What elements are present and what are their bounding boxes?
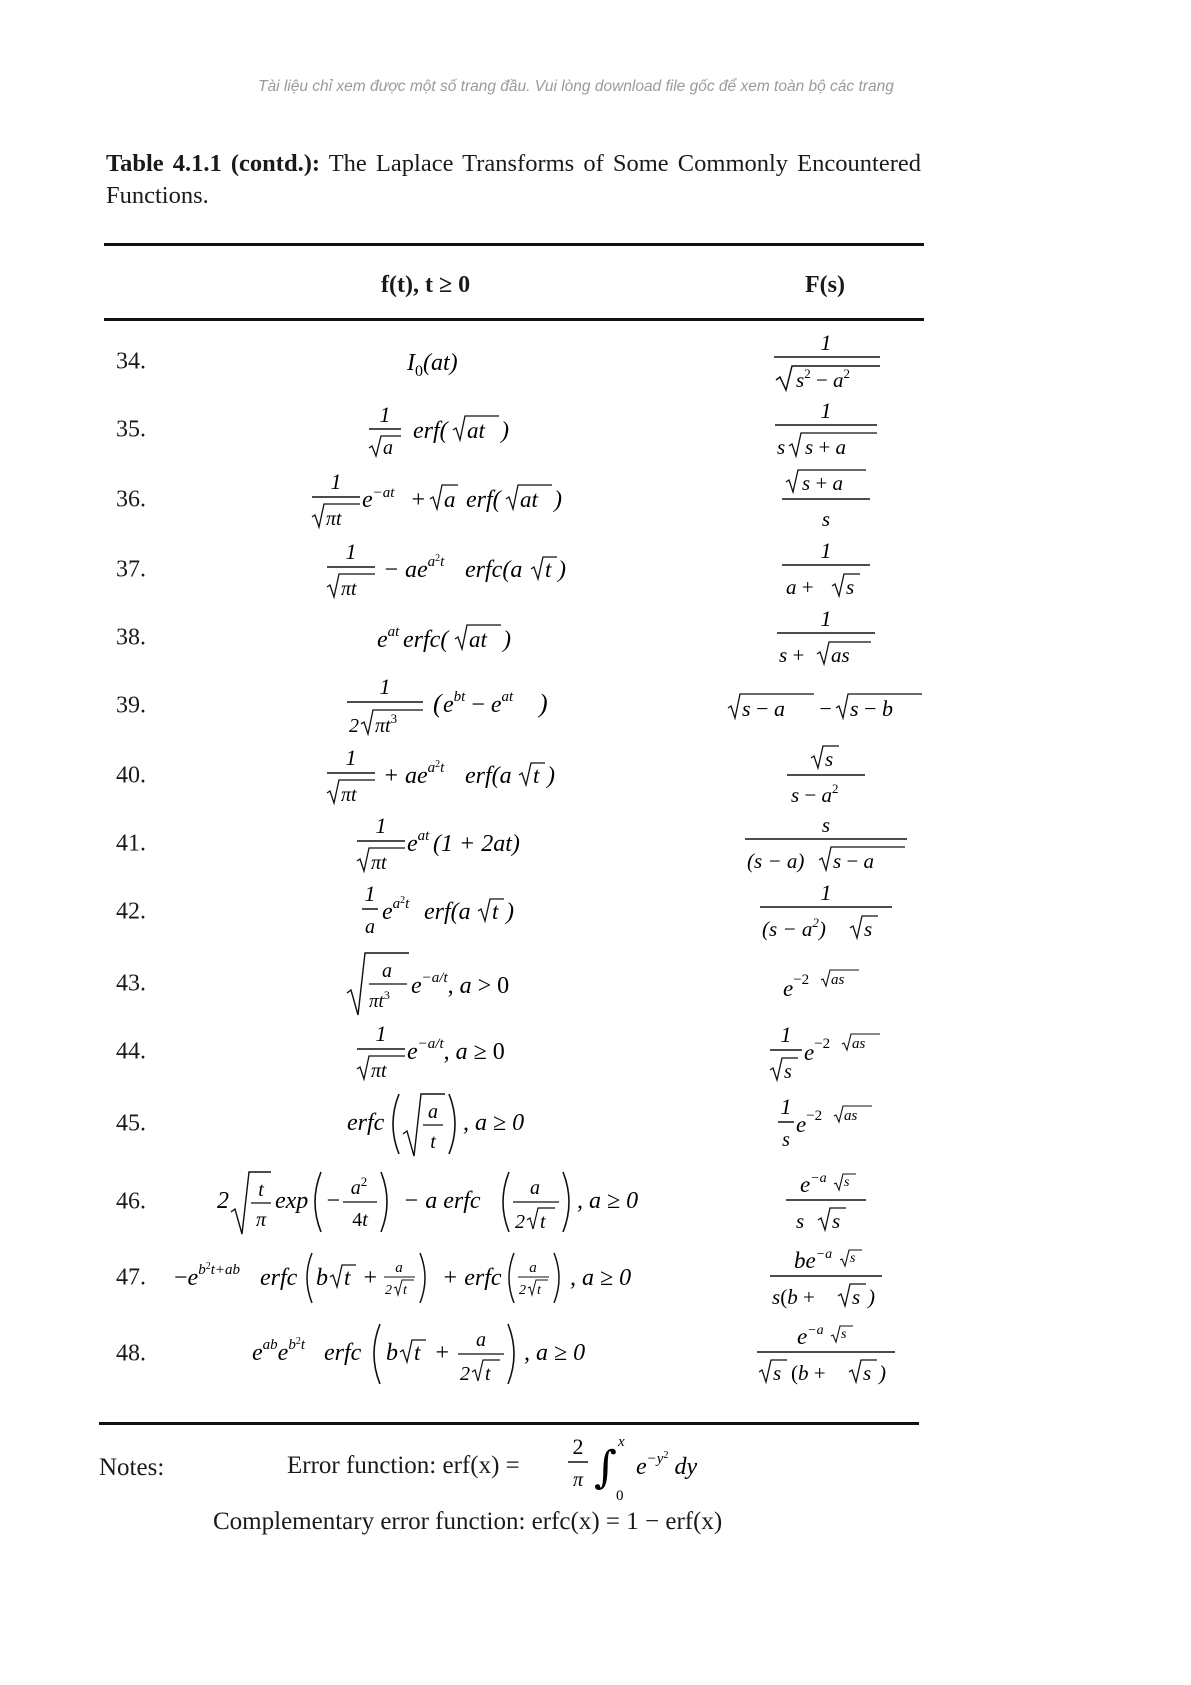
fs-formula — [781, 962, 871, 1006]
table-row — [0, 1244, 1191, 1312]
svg-text:πt3: $\pi t^3$ — [369, 988, 390, 1012]
error-function-label: Error function: — [287, 1452, 437, 1479]
row-number: 42. — [116, 898, 146, 925]
svg-text:be−a: $be^{-a}$ — [794, 1247, 833, 1273]
table-row — [0, 950, 1191, 1018]
row-number: 38. — [116, 624, 146, 651]
svg-text:1: 1 — [820, 398, 832, 423]
svg-text:t: t — [258, 1179, 264, 1201]
svg-text:t: t — [533, 763, 540, 788]
svg-text:s: s — [782, 1129, 790, 1151]
svg-text:): ) — [879, 1361, 886, 1385]
svg-text:s − a: s − a — [833, 849, 875, 873]
row-number: 40. — [116, 762, 146, 789]
svg-text:1: 1 — [330, 469, 342, 494]
comp-function-label: Complementary error function: — [213, 1508, 526, 1535]
table-row — [0, 672, 1191, 740]
table-row — [0, 604, 1191, 672]
ft-formula — [172, 1245, 702, 1311]
svg-text:e−a/t, a > 0: $e^{-a/t}$, a > 0 — [411, 970, 510, 999]
svg-text:+: + — [434, 1340, 451, 1366]
row-number: 45. — [116, 1110, 146, 1137]
svg-text:b: b — [386, 1340, 398, 1366]
svg-text:aea2t: $ae^{a2}_t$ — [405, 553, 445, 583]
svg-text:− a erfc: − a erfc — [403, 1188, 481, 1214]
svg-text:1: 1 — [375, 813, 387, 838]
svg-text:s: s — [832, 1209, 841, 1233]
svg-text:2: 2 — [460, 1363, 470, 1385]
svg-text:+: + — [410, 487, 427, 513]
row-number: 35. — [116, 416, 146, 443]
svg-text:erf(a: erf(a — [424, 899, 471, 925]
svg-text:πt: πt — [371, 1060, 387, 1082]
svg-text:eabeb2t: $e^{ab}e^{b2}_t$ — [252, 1336, 305, 1366]
svg-text:as: as — [844, 1108, 858, 1124]
row-number: 39. — [116, 692, 146, 719]
table-row — [0, 466, 1191, 534]
ft-formula — [405, 342, 495, 382]
ft-formula — [345, 672, 555, 740]
svg-text:+ erfc: + erfc — [442, 1265, 502, 1291]
svg-text:s: s — [841, 1327, 847, 1342]
svg-text:−: − — [325, 1188, 342, 1214]
svg-text:−eb2t+ab: $-e^{b2}_{t+ab}$ — [174, 1261, 240, 1291]
svg-text:, a ≥ 0: , a ≥ 0 — [570, 1265, 632, 1291]
fs-formula — [776, 538, 876, 602]
svg-text:s − a: s − a — [742, 696, 785, 721]
svg-text:1: 1 — [379, 402, 391, 427]
svg-text:): ) — [539, 689, 548, 718]
svg-text:erfc(a: erfc(a — [465, 557, 523, 583]
notes-label: Notes: — [99, 1454, 165, 1481]
svg-text:x: x — [618, 1434, 625, 1450]
fs-formula — [771, 398, 881, 462]
error-function-integral — [560, 1424, 740, 1504]
ft-formula — [215, 1166, 685, 1238]
svg-text:ea2t: $e^{a2}_t$ — [382, 895, 410, 925]
svg-text:s(b +: s(b + — [772, 1285, 815, 1309]
error-function-lhs: erf(x) = — [442, 1452, 520, 1479]
ft-formula — [360, 879, 540, 945]
svg-text:b: b — [316, 1265, 328, 1291]
header-ft: f(t), t ≥ 0 — [381, 272, 471, 298]
svg-text:1: 1 — [375, 1021, 387, 1046]
caption-label: Table 4.1.1 (contd.): — [106, 150, 321, 177]
fs-formula — [771, 606, 881, 670]
svg-text:s: s — [821, 813, 831, 837]
table-row — [0, 1168, 1191, 1236]
ft-formula — [325, 537, 575, 603]
svg-text:s: s — [773, 1361, 782, 1385]
svg-text:πt: πt — [341, 784, 357, 806]
svg-text:s: s — [796, 1209, 805, 1233]
svg-text:1: 1 — [820, 330, 832, 355]
svg-text:e−y2 dy: $e^{-y2}$ dy — [636, 1450, 698, 1480]
svg-text:t: t — [414, 1340, 421, 1365]
ft-formula — [365, 398, 535, 462]
svg-text:ebt − eat: $e^{bt} - e^{at}$ — [443, 689, 514, 718]
svg-text:, a ≥ 0: , a ≥ 0 — [577, 1188, 639, 1214]
svg-text:): ) — [506, 899, 514, 925]
svg-text:): ) — [868, 1285, 875, 1309]
svg-text:2: 2 — [572, 1434, 584, 1459]
svg-text:s2 − a2: $s^2 - a^2$ — [796, 366, 851, 392]
svg-text:a +: a + — [786, 575, 814, 599]
svg-text:e−a: $e^{-a}$ — [797, 1323, 824, 1349]
ft-formula — [355, 1019, 545, 1085]
svg-text:erfc: erfc — [260, 1265, 298, 1291]
svg-text:erfc: erfc — [347, 1110, 385, 1136]
fs-formula — [741, 812, 911, 876]
svg-text:aea2t: $ae^{a2}_t$ — [405, 759, 445, 789]
svg-text:(: ( — [433, 689, 442, 718]
svg-text:as: as — [831, 972, 845, 988]
svg-text:4t: 4t — [352, 1209, 368, 1231]
svg-text:erf(a: erf(a — [465, 763, 512, 789]
svg-text:erf(: erf( — [466, 487, 501, 513]
row-number: 34. — [116, 348, 146, 375]
svg-text:∫: ∫ — [594, 1442, 617, 1493]
svg-text:s: s — [846, 575, 855, 599]
svg-text:a: a — [382, 960, 392, 982]
svg-text:t: t — [540, 1211, 546, 1233]
error-function-note — [287, 1452, 520, 1480]
svg-text:e−2: $e^{-2}$ — [804, 1036, 831, 1065]
svg-text:t: t — [545, 557, 552, 582]
fs-formula — [751, 1322, 901, 1386]
svg-text:eat: $e^{at}$ — [407, 828, 430, 857]
svg-text:a2: $a^2$ — [350, 1174, 368, 1199]
table-caption — [106, 148, 921, 212]
svg-text:1: 1 — [379, 674, 391, 699]
svg-text:π: π — [572, 1469, 584, 1491]
top-rule — [104, 243, 924, 246]
caption-text: The Laplace Transforms of Some Commonly Encountered Functions. — [106, 150, 921, 209]
table-row — [0, 878, 1191, 946]
svg-text:s − b: s − b — [850, 696, 893, 721]
svg-text:as: as — [831, 643, 850, 667]
ft-formula — [375, 613, 525, 663]
table-row — [0, 742, 1191, 810]
svg-text:e−2: $e^{-2}$ — [783, 972, 810, 1001]
fs-formula — [776, 468, 876, 532]
svg-text:(b +: (b + — [791, 1361, 826, 1385]
svg-text:a: a — [395, 1260, 403, 1276]
svg-text:a: a — [365, 916, 375, 938]
svg-text:t: t — [492, 899, 499, 924]
svg-text:2: 2 — [519, 1283, 526, 1298]
svg-text:e−a: $e^{-a}$ — [800, 1171, 827, 1197]
svg-text:s: s — [825, 747, 834, 771]
svg-text:1: 1 — [345, 745, 357, 770]
fs-formula — [726, 684, 926, 728]
svg-text:0: 0 — [616, 1488, 624, 1504]
svg-text:t: t — [344, 1265, 351, 1290]
ft-formula — [250, 1318, 630, 1390]
svg-text:): ) — [547, 763, 555, 789]
row-number: 36. — [116, 486, 146, 513]
svg-text:s: s — [777, 435, 786, 459]
ft-formula — [345, 949, 555, 1019]
svg-text:s: s — [864, 917, 873, 941]
svg-text:erf(: erf( — [413, 418, 448, 444]
svg-text:2: 2 — [349, 715, 359, 737]
svg-text:2: 2 — [385, 1283, 392, 1298]
fs-formula — [776, 1092, 876, 1156]
svg-text:1: 1 — [820, 538, 832, 563]
svg-text:1: 1 — [364, 881, 376, 906]
svg-text:s: s — [844, 1175, 850, 1190]
svg-text:(s − a2): $(s - a^2)$ — [762, 915, 826, 941]
fs-formula — [766, 330, 886, 394]
svg-text:at: at — [469, 627, 487, 652]
svg-text:1: 1 — [345, 539, 357, 564]
svg-text:e−a/t, a ≥ 0: $e^{-a/t}$, a ≥ 0 — [407, 1036, 505, 1065]
svg-text:πt: πt — [371, 852, 387, 874]
svg-text:): ) — [554, 487, 562, 513]
svg-text:): ) — [503, 627, 511, 653]
row-number: 47. — [116, 1264, 146, 1291]
svg-text:as: as — [852, 1036, 866, 1052]
svg-text:a: a — [428, 1101, 438, 1123]
svg-text:(1 + 2at): (1 + 2at) — [433, 831, 520, 857]
svg-text:πt: πt — [341, 578, 357, 600]
table-row — [0, 1090, 1191, 1158]
svg-text:a: a — [476, 1329, 486, 1351]
svg-text:t: t — [430, 1131, 436, 1153]
svg-text:): ) — [501, 418, 509, 444]
svg-text:1: 1 — [820, 606, 832, 631]
table-row — [0, 328, 1191, 396]
svg-text:a: a — [530, 1177, 540, 1199]
svg-text:t: t — [537, 1283, 541, 1298]
svg-text:t: t — [403, 1283, 407, 1298]
ft-formula — [310, 467, 590, 533]
svg-text:eat: $e^{at}$ — [377, 624, 400, 653]
svg-text:+: + — [362, 1265, 379, 1291]
svg-text:a: a — [444, 487, 456, 512]
row-number: 37. — [116, 556, 146, 583]
ft-formula — [355, 811, 545, 877]
svg-text:erfc: erfc — [324, 1340, 362, 1366]
bottom-rule — [99, 1422, 919, 1425]
svg-text:s + a: s + a — [805, 435, 847, 459]
row-number: 48. — [116, 1340, 146, 1367]
svg-text:exp: exp — [275, 1188, 309, 1214]
svg-text:+: + — [383, 763, 400, 789]
svg-text:πt3: $\pi t^3$ — [375, 711, 398, 737]
svg-text:1: 1 — [820, 880, 832, 905]
svg-text:at: at — [520, 487, 538, 512]
table-row — [0, 1320, 1191, 1388]
svg-text:s: s — [852, 1285, 861, 1309]
svg-text:1: 1 — [780, 1094, 792, 1119]
svg-text:, a ≥ 0: , a ≥ 0 — [463, 1110, 525, 1136]
table-row — [0, 810, 1191, 878]
row-number: 46. — [116, 1188, 146, 1215]
watermark-text: Tài liệu chỉ xem được một số trang đầu. Vui lòng download file gốc để xem toàn bộ các trang — [258, 78, 894, 95]
fs-formula — [781, 744, 871, 808]
table-row — [0, 396, 1191, 464]
table-row — [0, 536, 1191, 604]
fs-formula — [776, 1170, 876, 1234]
svg-text:2: 2 — [515, 1211, 525, 1233]
svg-text:s − a2: $s - a^2$ — [791, 781, 839, 807]
svg-text:e−2: $e^{-2}$ — [796, 1108, 823, 1137]
svg-text:1: 1 — [780, 1022, 792, 1047]
svg-text:s: s — [821, 507, 831, 531]
svg-text:at: at — [467, 418, 485, 443]
row-number: 41. — [116, 830, 146, 857]
svg-text:t: t — [485, 1363, 491, 1385]
header-fs: F(s) — [805, 272, 845, 298]
svg-text:): ) — [558, 557, 566, 583]
row-number: 44. — [116, 1038, 146, 1065]
svg-text:2: 2 — [217, 1188, 229, 1214]
row-number: 43. — [116, 970, 146, 997]
svg-text:I0(at): $I_0(at)$ — [407, 350, 458, 380]
complementary-error-function-note — [213, 1508, 722, 1536]
svg-text:−: − — [383, 557, 400, 583]
ft-formula — [325, 743, 575, 809]
svg-text:a: a — [383, 437, 393, 459]
svg-text:s: s — [784, 1061, 792, 1083]
fs-formula — [756, 880, 896, 944]
svg-text:e−at: $e^{-at}$ — [362, 485, 395, 513]
comp-function-formula: erfc(x) = 1 − erf(x) — [531, 1508, 723, 1535]
svg-text:erfc(: erfc( — [403, 627, 449, 653]
svg-text:, a ≥ 0: , a ≥ 0 — [524, 1340, 586, 1366]
header-rule — [104, 318, 924, 321]
svg-text:s +: s + — [779, 643, 805, 667]
svg-text:s: s — [850, 1251, 856, 1266]
fs-formula — [766, 1246, 886, 1310]
fs-formula — [766, 1020, 886, 1084]
svg-text:−: − — [818, 696, 833, 721]
svg-text:s + a: s + a — [802, 471, 844, 495]
svg-text:π: π — [255, 1209, 267, 1231]
svg-text:s: s — [863, 1361, 872, 1385]
ft-formula — [345, 1088, 555, 1160]
svg-text:(s − a): (s − a) — [747, 849, 805, 873]
table-row — [0, 1018, 1191, 1086]
svg-text:a: a — [529, 1260, 537, 1276]
svg-text:πt: πt — [326, 508, 342, 530]
